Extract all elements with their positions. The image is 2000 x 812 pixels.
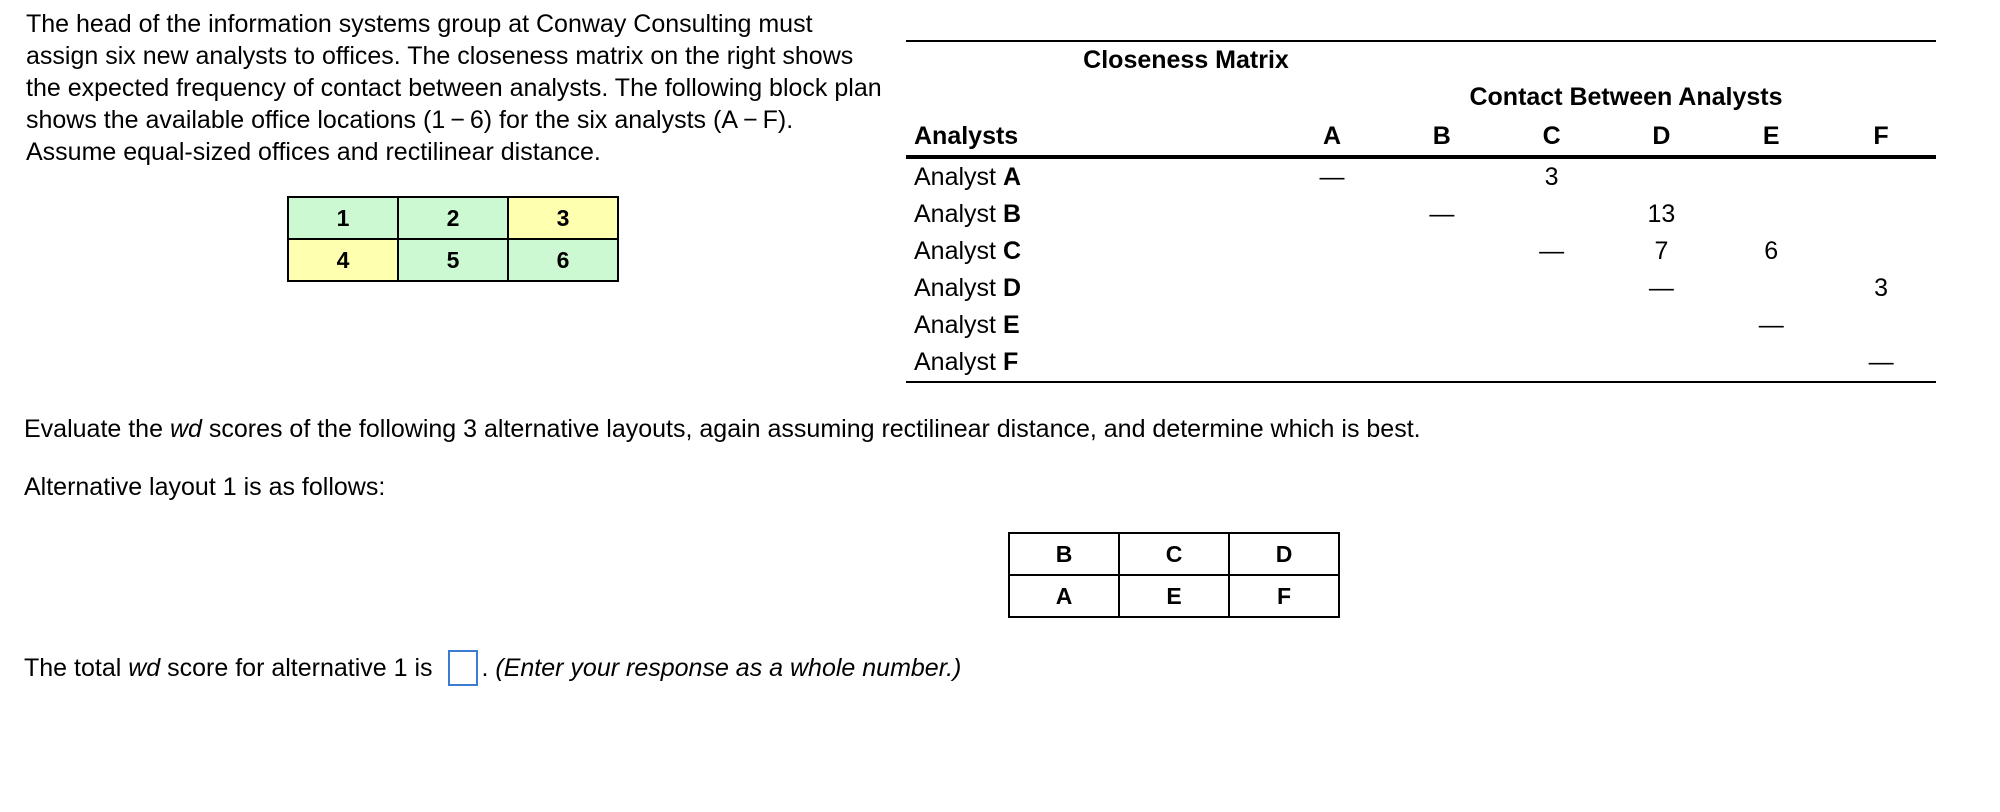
column-header: A [1277,118,1387,157]
matrix-cell [1387,270,1497,307]
analyst-name: B [1002,200,1021,228]
matrix-cell [1826,196,1936,233]
analyst-prefix: Analyst [914,274,1003,302]
matrix-cell: 13 [1647,200,1676,228]
matrix-cell [1826,307,1936,344]
matrix-table [906,118,1936,383]
matrix-cell [1607,344,1717,382]
analyst-name: D [1002,274,1021,302]
analyst-label [906,270,1277,307]
column-header: C [1497,118,1607,157]
prompt-emphasis: wd [169,415,202,443]
matrix-cell [1497,307,1607,344]
matrix-title: Closeness Matrix [1083,46,1289,74]
analyst-prefix: Analyst [914,348,1003,376]
matrix-row [906,344,1936,382]
matrix-row [906,233,1936,270]
matrix-cell [1497,270,1607,307]
block-plan-row [288,197,618,239]
analyst-name: A [1002,163,1021,191]
analyst-label [906,157,1277,196]
matrix-cell [1607,307,1717,344]
matrix-header-row [906,118,1936,157]
answer-text: The total [24,653,129,682]
alternative-intro: Alternative layout 1 is as follows: [24,473,386,501]
office-cell: 4 [288,239,398,281]
matrix-cell [1387,233,1497,270]
answer-line [24,650,961,686]
matrix-cell: — [1319,163,1345,191]
layout-row [1009,533,1339,575]
analyst-name: C [1002,237,1021,265]
layout-row [1009,575,1339,617]
layout-cell: D [1229,533,1339,575]
matrix-cell: 7 [1654,237,1669,265]
matrix-cell [1826,157,1936,196]
office-cell: 3 [508,197,618,239]
matrix-row [906,270,1936,307]
prompt-text: Evaluate the [24,415,170,443]
column-header: D [1607,118,1717,157]
analyst-prefix: Analyst [914,311,1003,339]
layout-cell: A [1009,575,1119,617]
prompt-text: scores of the following 3 alternative layouts, again assuming rectilinear distance, and determine which is best. [201,415,1421,443]
matrix-cell: 3 [1874,274,1889,302]
matrix-cell [1277,196,1387,233]
office-cell: 5 [398,239,508,281]
office-cell: 6 [508,239,618,281]
matrix-cell [1607,157,1717,196]
answer-input[interactable] [448,650,478,686]
office-cell: 1 [288,197,398,239]
matrix-cell [1387,157,1497,196]
analyst-name: E [1002,311,1020,339]
matrix-cell [1277,344,1387,382]
matrix-cell: — [1758,311,1784,339]
matrix-cell [1387,307,1497,344]
matrix-top-rule [906,40,1936,42]
matrix-row [906,307,1936,344]
matrix-cell: — [1539,237,1565,265]
answer-text: score for alternative 1 is [160,653,440,682]
block-plan-row [288,239,618,281]
matrix-cell: — [1826,344,1936,382]
matrix-cell [1826,233,1936,270]
analyst-label [906,233,1277,270]
problem-intro: The head of the information systems group at Conway Consulting must assign six new analysts to offices. The closeness matrix on the right shows the expected frequency of contact between analysts. The following block plan shows the available office locations (1 − 6) for the six analysts (A − F). Assume equal-sized offices and rectilinear distance. [26,10,882,166]
matrix-row [906,196,1936,233]
answer-hint: (Enter your response as a whole number.) [495,653,962,682]
alternative-layout [1008,532,1340,618]
analyst-label [906,196,1277,233]
layout-cell: C [1119,533,1229,575]
matrix-subtitle: Contact Between Analysts [1469,83,1783,111]
answer-text: . [481,653,496,682]
matrix-cell: 3 [1544,163,1559,191]
matrix-cell [1716,157,1826,196]
matrix-cell [1497,196,1607,233]
analyst-prefix: Analyst [914,200,1003,228]
analyst-label [906,344,1277,382]
matrix-cell [1716,196,1826,233]
matrix-cell [1277,307,1387,344]
column-header: E [1716,118,1826,157]
column-header: B [1387,118,1497,157]
matrix-cell: 6 [1764,237,1779,265]
analyst-prefix: Analyst [914,237,1003,265]
matrix-cell [1497,344,1607,382]
office-cell: 2 [398,197,508,239]
matrix-cell: — [1429,200,1455,228]
layout-cell: E [1119,575,1229,617]
matrix-row [906,157,1936,196]
row-header: Analysts [906,118,1277,157]
analyst-label [906,307,1277,344]
matrix-cell [1716,270,1826,307]
answer-emphasis: wd [128,653,161,682]
question-prompt [24,415,1421,444]
matrix-cell [1716,344,1826,382]
analyst-name: F [1002,348,1019,376]
layout-cell: B [1009,533,1119,575]
matrix-cell [1387,344,1497,382]
layout-cell: F [1229,575,1339,617]
matrix-cell: — [1648,274,1674,302]
column-header: F [1826,118,1936,157]
analyst-prefix: Analyst [914,163,1003,191]
block-plan [287,196,619,282]
matrix-cell [1277,233,1387,270]
matrix-cell [1277,270,1387,307]
